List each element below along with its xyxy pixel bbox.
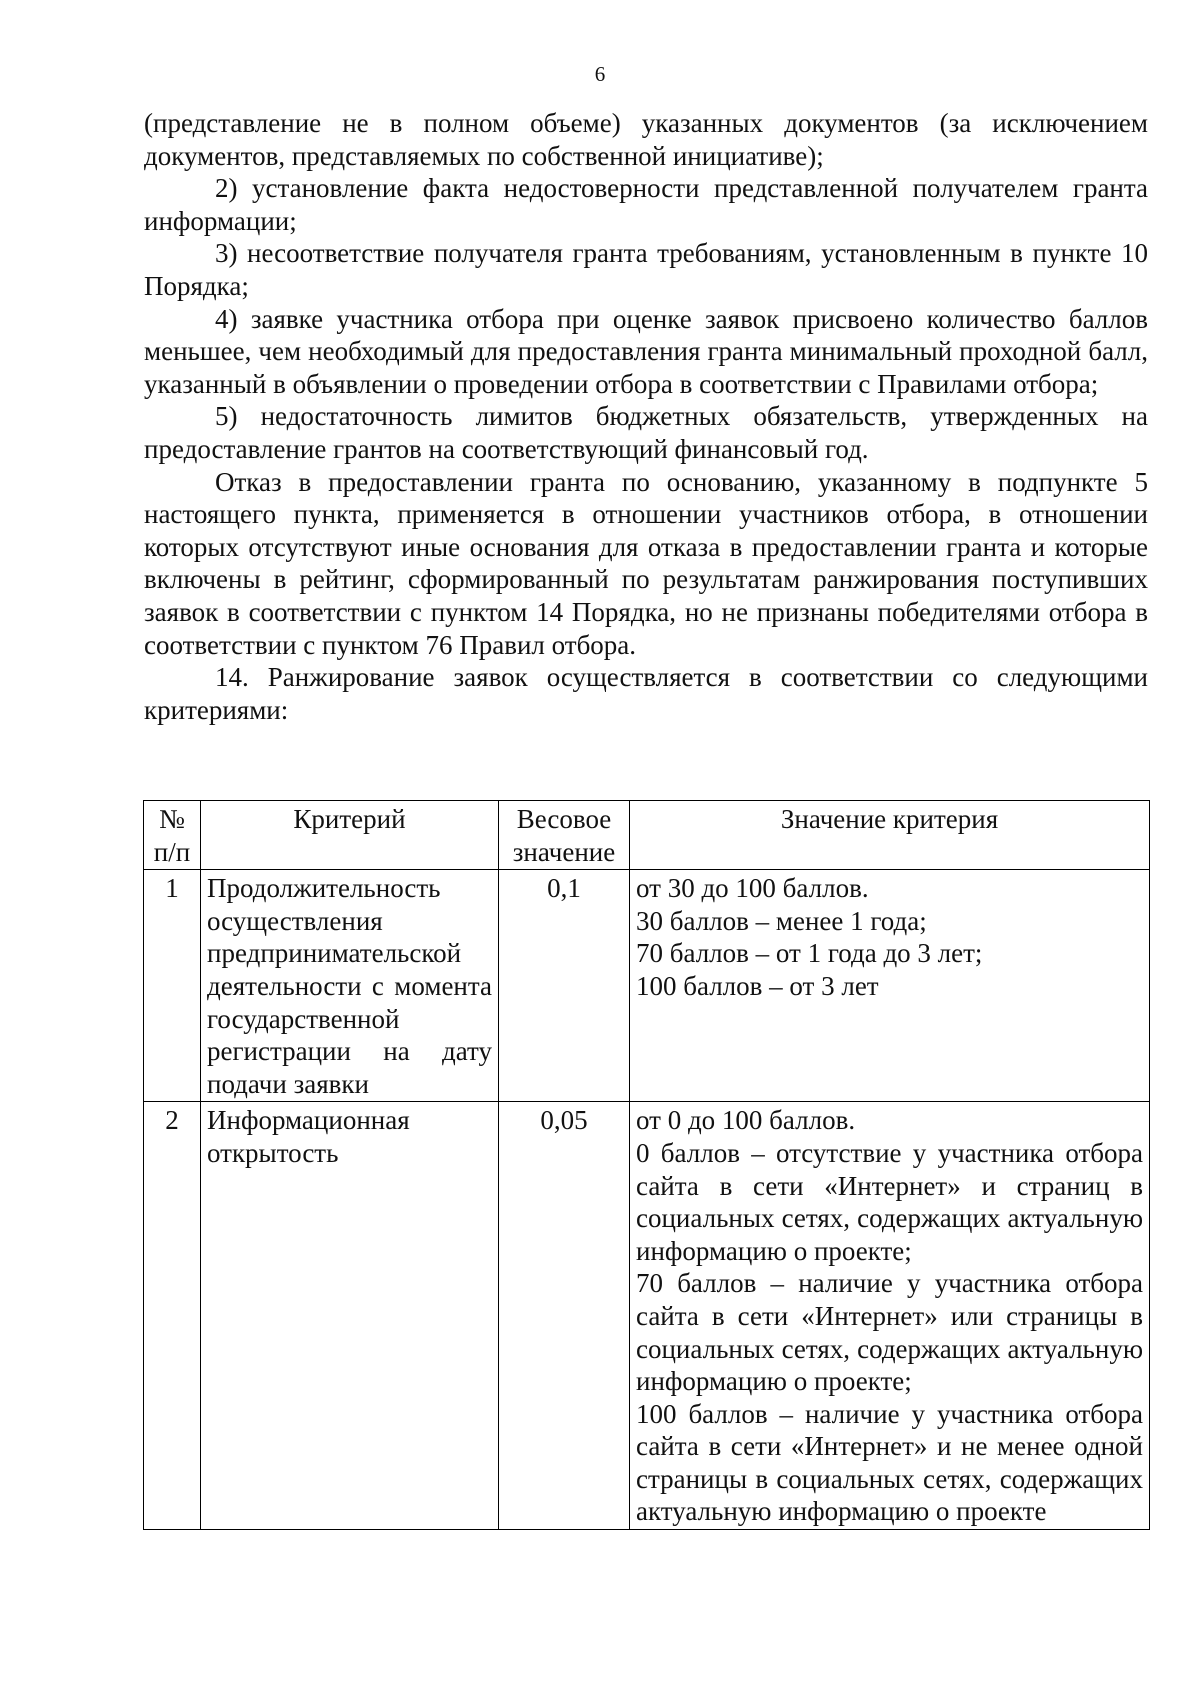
row-criterion: Продолжительность осуществления предпринимательской деятельности с момента государственной регистрации на дату подачи заявки bbox=[201, 870, 499, 1102]
table-row bbox=[144, 1102, 1150, 1530]
value-line: 0 баллов – отсутствие у участника отбора сайта в сети «Интернет» и страниц в социальных сетях, содержащих актуальную информацию о проекте; bbox=[636, 1137, 1143, 1266]
header-weight: Весовое значение bbox=[499, 801, 630, 870]
row-value bbox=[630, 870, 1150, 1102]
paragraph-item-5: 5) недостаточность лимитов бюджетных обязательств, утвержденных на предоставление грантов на соответствующий финансовый год. bbox=[144, 401, 1148, 464]
header-num: № п/п bbox=[144, 801, 201, 870]
paragraph-item-2: 2) установление факта недостоверности представленной получателем гранта информации; bbox=[144, 173, 1148, 236]
value-line: 100 баллов – от 3 лет bbox=[636, 970, 879, 1001]
row-value bbox=[630, 1102, 1150, 1530]
paragraph-ranking: 14. Ранжирование заявок осуществляется в соответствии со следующими критериями: bbox=[144, 662, 1148, 725]
value-line: от 0 до 100 баллов. bbox=[636, 1105, 856, 1136]
row-num: 1 bbox=[144, 870, 201, 1102]
value-line: 100 баллов – наличие у участника отбора сайта в сети «Интернет» и не менее одной страницы в социальных сетях, содержащих актуальную информацию о проекте bbox=[636, 1398, 1143, 1527]
value-line: от 30 до 100 баллов. bbox=[636, 873, 869, 904]
value-line: 70 баллов – от 1 года до 3 лет; bbox=[636, 938, 983, 969]
paragraph-continuation: (представление не в полном объеме) указанных документов (за исключением документов, представляемых по собственной инициативе); bbox=[144, 108, 1148, 171]
paragraph-item-4: 4) заявке участника отбора при оценке заявок присвоено количество баллов меньшее, чем необходимый для предоставления гранта минимальный проходной балл, указанный в объявлении о проведении отбора в соответствии с Правилами отбора; bbox=[144, 303, 1148, 399]
paragraph-item-3: 3) несоответствие получателя гранта требованиям, установленным в пункте 10 Порядка; bbox=[144, 238, 1148, 301]
value-line: 30 баллов – менее 1 года; bbox=[636, 905, 927, 936]
document-body bbox=[144, 107, 1148, 726]
table-header-row bbox=[144, 801, 1150, 870]
page-number: 6 bbox=[594, 62, 606, 86]
value-line: 70 баллов – наличие у участника отбора сайта в сети «Интернет» или страницы в социальных сетях, содержащих актуальную информацию о проекте; bbox=[636, 1268, 1143, 1397]
row-criterion: Информационная открытость bbox=[201, 1102, 499, 1530]
header-value: Значение критерия bbox=[630, 801, 1150, 870]
table-row bbox=[144, 870, 1150, 1102]
row-weight: 0,1 bbox=[499, 870, 630, 1102]
row-num: 2 bbox=[144, 1102, 201, 1530]
header-criterion: Критерий bbox=[201, 801, 499, 870]
paragraph-refusal: Отказ в предоставлении гранта по основанию, указанному в подпункте 5 настоящего пункта, применяется в отношении участников отбора, в отношении которых отсутствуют иные основания для отказа в предоставлении гранта и которые включены в рейтинг, сформированный по результатам ранжирования поступивших заявок в соответствии с пунктом 14 Порядка, но не признаны победителями отбора в соответствии с пунктом 76 Правил отбора. bbox=[144, 466, 1148, 660]
criteria-table bbox=[143, 800, 1150, 1530]
row-weight: 0,05 bbox=[499, 1102, 630, 1530]
